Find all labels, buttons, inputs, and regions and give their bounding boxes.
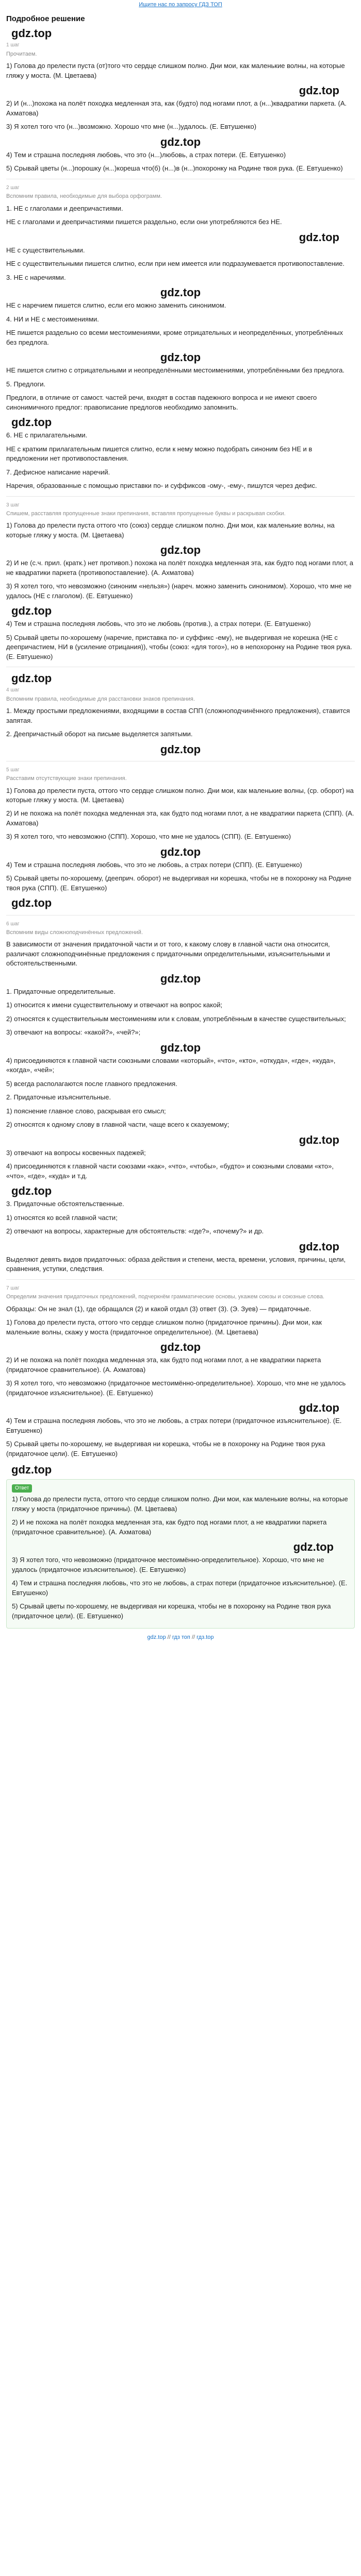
step-label: 6 шаг — [6, 921, 20, 927]
step-paragraph: 2. Придаточные изъяснительные. — [6, 1093, 111, 1101]
step-paragraph: Выделяют девять видов придаточных: образа действия и степени, места, времени, условия, причины, цели, сравнения, уступки, следствия. — [6, 1255, 346, 1273]
step-5 — [6, 767, 355, 910]
watermark: gdz.top — [160, 544, 201, 557]
step-paragraph: 1) относятся ко всей главной части; — [6, 1213, 118, 1222]
step-6 — [6, 921, 355, 1274]
step-paragraph: 1) Голова до прелести пуста, оттого что сердце слишком полно. Дни мои, как маленькие волны, (ср. оборот) на которые гляжу у моста. (М. Цветаева) — [6, 786, 354, 804]
step-paragraph: 3) Я хотел того, что невозможно (СПП). Хорошо, что мне не удалось (СПП). (Е. Евтушенко) — [6, 833, 291, 841]
answer-badge: Ответ — [12, 1484, 32, 1493]
step-paragraph: 3) Я хотел того, что невозможно (придаточное местоимённо-определительное). Хорошо, что мне не удалось (придаточное изъяснительное). (Е. Евтушенко) — [6, 1379, 346, 1397]
step-paragraph: НЕ пишется слитно с отрицательными и неопределёнными местоимениями, употреблёнными без предлога. — [6, 366, 344, 375]
step-paragraph: 2) И не похожа на полёт походка медленная эта, как будто под ногами плот, а не квадратики паркета (СПП). (А. Ахматова) — [6, 809, 354, 827]
watermark: gdz.top — [299, 230, 339, 244]
footer-separator: // — [167, 1634, 171, 1641]
step-paragraph: 1) Голова до прелести пуста оттого что (союз) сердце слишком полно. Дни мои, как маленькие волны, на которые гляжу у моста. (М. Цветаева) — [6, 521, 335, 539]
step-paragraph: 4) Тем и страшна последняя любовь, что это не любовь, а страх потери (СПП). (Е. Евтушенко) — [6, 861, 302, 869]
step-paragraph: 3) отвечают на вопросы косвенных падежей; — [6, 1148, 146, 1157]
step-paragraph: 2) И не похожа на полёт походка медленная эта, как будто под ногами плот, а не квадратики паркета (придаточное сравнительное). (А. Ахматова) — [6, 1356, 321, 1374]
footer-separator: // — [191, 1634, 195, 1641]
step-paragraph: НЕ пишется раздельно со всеми местоимениями, кроме отрицательных и неопределённых, употреблённых без предлога. — [6, 329, 343, 346]
step-paragraph: 3. НЕ с наречиями. — [6, 273, 66, 281]
answer-paragraph: 3) Я хотел того, что невозможно (придаточное местоимённо-определительное). Хорошо, что мне не удалось (придаточное изъяснительное). (Е. Евтушенко) — [12, 1556, 324, 1573]
step-paragraph: 4) присоединяются к главной части союзами «как», «что», «чтобы», «будто» и союзными словами «кто», «что», «где», «куда» и т.д. — [6, 1162, 334, 1180]
step-paragraph: НЕ с существительными пишется слитно, если при нем имеется или подразумевается противопоставление. — [6, 260, 345, 268]
step-4 — [6, 672, 355, 756]
step-paragraph: 5) Срывай цветы по-хорошему, не выдергивая ни корешка, чтобы не в похоронку на Родине твоя рука (придаточное цели). (Е. Евтушенко) — [6, 1440, 325, 1458]
step-paragraph: 5) всегда располагаются после главного предложения. — [6, 1079, 177, 1088]
step-7 — [6, 1285, 355, 1459]
step-paragraph: 1) Голова до прелести пуста (от)того что сердце слишком полно. Дни мои, как маленькие волны, на которые гляжу у моста. (М. Цветаева) — [6, 62, 345, 79]
step-paragraph: 5) Срывай цветы по-хорошему, (дееприч. оборот) не выдергивая ни корешка, чтобы не в похоронку на Родине твоя рука (СПП). (Е. Евтушенко) — [6, 874, 352, 892]
step-2 — [6, 184, 355, 491]
step-paragraph: 3) Я хотел того, что невозможно (синоним «нельзя») (нареч. можно заменить синонимом). Хорошо, что мне не удалось (НЕ с глаголом). (Е. Евтушенко) — [6, 582, 352, 600]
answer-paragraph: 1) Голова до прелести пуста, оттого что сердце слишком полно. Дни мои, как маленькие волны, на которые гляжу у моста (придаточное причины). (М. Цветаева) — [12, 1495, 348, 1513]
step-paragraph: 3) Я хотел того что (н...)возможно. Хорошо что мне (н...)удалось. (Е. Евтушенко) — [6, 123, 257, 131]
step-paragraph: НЕ с кратким прилагательным пишется слитно, если к нему можно подобрать синоним без НЕ и в предложении нет противопоставления. — [6, 445, 313, 463]
watermark: gdz.top — [11, 672, 52, 685]
watermark: gdz.top — [160, 845, 201, 858]
step-label: 4 шаг — [6, 687, 20, 693]
step-label: 3 шаг — [6, 502, 20, 508]
watermark: gdz.top — [11, 1184, 52, 1198]
step-label: 1 шаг — [6, 42, 20, 48]
watermark: gdz.top — [160, 351, 201, 364]
step-title: Определим значения придаточных предложений, подчеркнём грамматические основы, укажем союзы и союзные слова. — [6, 1294, 324, 1300]
watermark: gdz.top — [299, 84, 339, 97]
answer-paragraph: 5) Срывай цветы по-хорошему, не выдергивая ни корешка, чтобы не в похоронку на Родине твоя рука (придаточное цели). (Е. Евтушенко) — [12, 1602, 331, 1620]
watermark: gdz.top — [160, 972, 201, 985]
step-paragraph: Образцы: Он не знал (1), где обращался (2) и какой отдал (3) ответ (3). (Э. Зуев) — придаточные. — [6, 1304, 311, 1313]
divider — [6, 496, 355, 497]
watermark: gdz.top — [299, 1240, 339, 1253]
step-paragraph: 1) относится к имени существительному и отвечают на вопрос какой; — [6, 1001, 223, 1009]
step-title: Вспомним виды сложноподчинённых предложений. — [6, 929, 143, 936]
step-label: 5 шаг — [6, 767, 20, 773]
step-paragraph: Предлоги, в отличие от самост. частей речи, входят в состав падежного вопроса и не имеют своего синонимичного предлог: правописание предлогов необходимо запомнить. — [6, 394, 317, 411]
step-title: Спишем, расставляя пропущенные знаки препинания, вставляя пропущенные буквы и раскрывая скобки. — [6, 510, 286, 517]
step-label: 7 шаг — [6, 1285, 20, 1291]
step-paragraph: 1. Придаточные определительные. — [6, 987, 116, 995]
step-paragraph: 2) относятся к одному слову в главной части, чаще всего к сказуемому; — [6, 1121, 229, 1129]
step-paragraph: НЕ с наречием пишется слитно, если его можно заменить синонимом. — [6, 301, 226, 310]
step-title: Расставим отсутствующие знаки препинания. — [6, 775, 127, 782]
step-title: Вспомним правила, необходимые для выбора орфограмм. — [6, 193, 162, 200]
footer-link-right[interactable]: гдз.top — [196, 1634, 214, 1641]
step-paragraph: 2) относятся к существительным местоимениям или к словам, употреблённым в качестве существительных; — [6, 1014, 346, 1023]
footer-link-middle[interactable]: гдз топ — [172, 1634, 190, 1641]
step-paragraph: В зависимости от значения придаточной части и от того, к какому слову в главной части она относится, различают сложноподчинённые предложения с придаточными определительными, изъяснительными и обстоятельственными. — [6, 940, 330, 968]
step-3 — [6, 502, 355, 662]
step-title: Прочитаем. — [6, 50, 37, 57]
step-paragraph: 4) Тем и страшна последняя любовь, что это (н...)любовь, а страх потери. (Е. Евтушенко) — [6, 150, 286, 159]
step-paragraph: 5. Предлоги. — [6, 380, 46, 388]
step-paragraph: 4) присоединяются к главной части союзными словами «который», «что», «кто», «откуда», «где», «куда», «когда», «чей»; — [6, 1056, 336, 1074]
watermark: gdz.top — [299, 1401, 339, 1414]
watermark: gdz.top — [11, 604, 52, 618]
step-paragraph: 4) Тем и страшна последняя любовь, что это не любовь (против.), а страх потери. (Е. Евтушенко) — [6, 620, 311, 628]
watermark: gdz.top — [11, 896, 52, 910]
step-paragraph: 1. Между простыми предложениями, входящими в состав СПП (сложноподчинённого предложения), ставится запятая. — [6, 707, 350, 724]
solution-container — [0, 13, 361, 1642]
step-paragraph: 7. Дефисное написание наречий. — [6, 468, 110, 476]
step-paragraph: НЕ с существительными. — [6, 246, 85, 254]
watermark: gdz.top — [299, 1133, 339, 1146]
step-paragraph: 6. НЕ с прилагательными. — [6, 431, 88, 439]
answer-box — [6, 1479, 355, 1629]
step-title: Вспомним правила, необходимые для расстановки знаков препинания. — [6, 696, 195, 702]
step-paragraph: 3. Придаточные обстоятельственные. — [6, 1200, 124, 1208]
step-paragraph: НЕ с глаголами и деепричастиями пишется раздельно, если они употребляются без НЕ. — [6, 218, 282, 226]
page-title: Подробное решение — [6, 14, 85, 23]
step-paragraph: 4) Тем и страшна последняя любовь, что это не любовь, а страх потери (придаточное изъяснительное). (Е. Евтушенко) — [6, 1417, 342, 1434]
watermark: gdz.top — [11, 416, 52, 429]
footer-link-left[interactable]: gdz.top — [147, 1634, 166, 1641]
watermark: gdz.top — [160, 135, 201, 148]
step-paragraph: 2) И (н...)похожа на полёт походка медленная эта, как (будто) под ногами плот, а (н...)квадратики паркета. (А. Ахматова) — [6, 99, 347, 117]
divider — [6, 1279, 355, 1280]
answer-paragraph: 4) Тем и страшна последняя любовь, что это не любовь, а страх потери (придаточное изъяснительное). (Е. Евтушенко) — [12, 1579, 348, 1597]
watermark: gdz.top — [160, 1041, 201, 1054]
watermark: gdz.top — [293, 1540, 334, 1554]
step-paragraph: 4. НИ и НЕ с местоимениями. — [6, 315, 99, 323]
watermark: gdz.top — [11, 27, 52, 40]
step-label: 2 шаг — [6, 184, 20, 191]
divider — [6, 915, 355, 916]
step-1 — [6, 42, 355, 173]
step-paragraph: 5) Срывай цветы (н...)порошку (н...)кореша что(б) (н...)в (н...)похоронку на Родине твоя рука. (Е. Евтушенко) — [6, 164, 343, 173]
footer — [6, 1634, 355, 1642]
watermark: gdz.top — [160, 1340, 201, 1353]
step-paragraph: 2) И не (с.ч. прил. (кратк.) нет противоп.) похожа на полёт походка медленная эта, как будто под ногами плот, а не квадратики паркета (противопоставление). (А. Ахматова) — [6, 559, 354, 577]
search-hint-link[interactable]: Ищите нас по запросу ГДЗ ТОП — [139, 2, 222, 8]
answer-paragraph: 2) И не похожа на полёт походка медленная эта, как будто под ногами плот, а не квадратики паркета (придаточное сравнительное). (А. Ахматова) — [12, 1518, 327, 1536]
step-paragraph: 1) пояснение главное слово, раскрывая его смысл; — [6, 1107, 166, 1115]
watermark: gdz.top — [160, 286, 201, 299]
watermark: gdz.top — [160, 742, 201, 756]
step-paragraph: 2) отвечают на вопросы, характерные для обстоятельств: «где?», «почему?» и др. — [6, 1227, 264, 1235]
step-paragraph: 1. НЕ с глаголами и деепричастиями. — [6, 204, 123, 212]
step-paragraph: Наречия, образованные с помощью приставки по- и суффиксов -ому-, -ему-, пишутся через дефис. — [6, 482, 317, 490]
step-paragraph: 5) Срывай цветы по-хорошему (наречие, приставка по- и суффикс -ему), не выдергивая не корешка (НЕ с деепричастием, НИ в (усиление отрицания)), чтобы (союз: «для того»), но в непохоронку на Родине твоя рука. (Е. Евтушенко) — [6, 633, 352, 660]
step-paragraph: 1) Голова до прелести пуста, оттого что сердце слишком полно (придаточное причины). Дни мои, как маленькие волны, скажу у моста (придаточное определительное). (М. Цветаева) — [6, 1318, 322, 1336]
step-paragraph: 2. Деепричастный оборот на письме выделяется запятыми. — [6, 730, 193, 738]
step-paragraph: 3) отвечают на вопросы: «какой?», «чей?»; — [6, 1028, 141, 1037]
watermark: gdz.top — [11, 1463, 52, 1476]
